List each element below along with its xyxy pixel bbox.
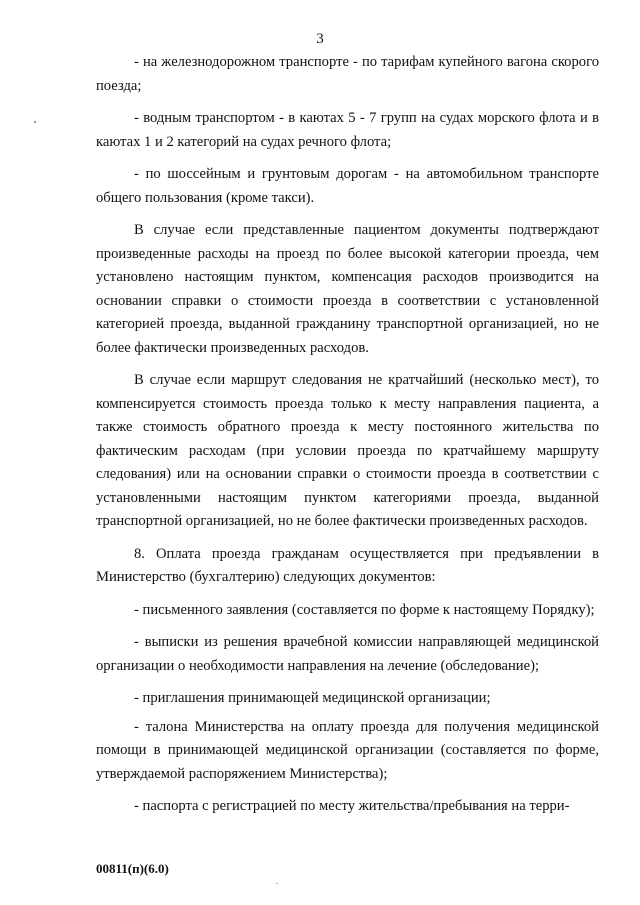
scan-mark (276, 883, 278, 884)
document-body (96, 51, 599, 828)
paragraph-written-application: - письменного заявления (составляется по форме к настоящему Порядку); (134, 601, 595, 618)
page-number: 3 (316, 31, 324, 47)
paragraph-item-8: 8. Оплата проезда гражданам осуществляется при предъявлении в Министерство (бухгалтерию) следующих документов: (96, 545, 599, 585)
paragraph-invitation: - приглашения принимающей медицинской организации; (134, 690, 491, 706)
margin-mark (34, 121, 36, 123)
paragraph-non-shortest-route: В случае если маршрут следования не кратчайший (несколько мест), то компенсируется стоимость проезда только к месту направления пациента, а также стоимость обратного проезда к месту постоянного жительства по фактическим расходам (при условии проезда по кратчайшему маршруту следования) или на основании справки о стоимости проезда в соответствии с установленными настоящим пунктом категориями проезда, выданной транспортной организацией, но не более фактически произведенных расходов. (96, 372, 599, 529)
paragraph-commission-extract: - выписки из решения врачебной комиссии направляющей медицинской организации о необходимости направления на лечение (обследование); (96, 634, 599, 674)
paragraph-passport: - паспорта с регистрацией по месту жительства/пребывания на терри- (134, 798, 570, 814)
document-footer-code: 00811(п)(6.0) (96, 861, 169, 876)
paragraph-road-transport: - по шоссейным и грунтовым дорогам - на автомобильном транспорте общего пользования (кроме такси). (96, 166, 599, 206)
paragraph-higher-category: В случае если представленные пациентом документы подтверждают произведенные расходы на проезд по более высокой категории проезда, чем установлено настоящим пунктом, компенсация расходов производится на основании справки о стоимости проезда в соответствии с установленной категорией проезда, выданной гражданину транспортной организацией, но не более фактически произведенных расходов. (96, 222, 599, 356)
paragraph-rail-transport: - на железнодорожном транспорте - по тарифам купейного вагона скорого поезда; (96, 54, 599, 94)
paragraph-ministry-ticket: - талона Министерства на оплату проезда для получения медицинской помощи в принимающей медицинской организации (составляется по форме, утверждаемой распоряжением Министерства); (96, 718, 599, 782)
paragraph-water-transport: - водным транспортом - в каютах 5 - 7 групп на судах морского флота и в каютах 1 и 2 категорий на судах речного флота; (96, 110, 599, 150)
